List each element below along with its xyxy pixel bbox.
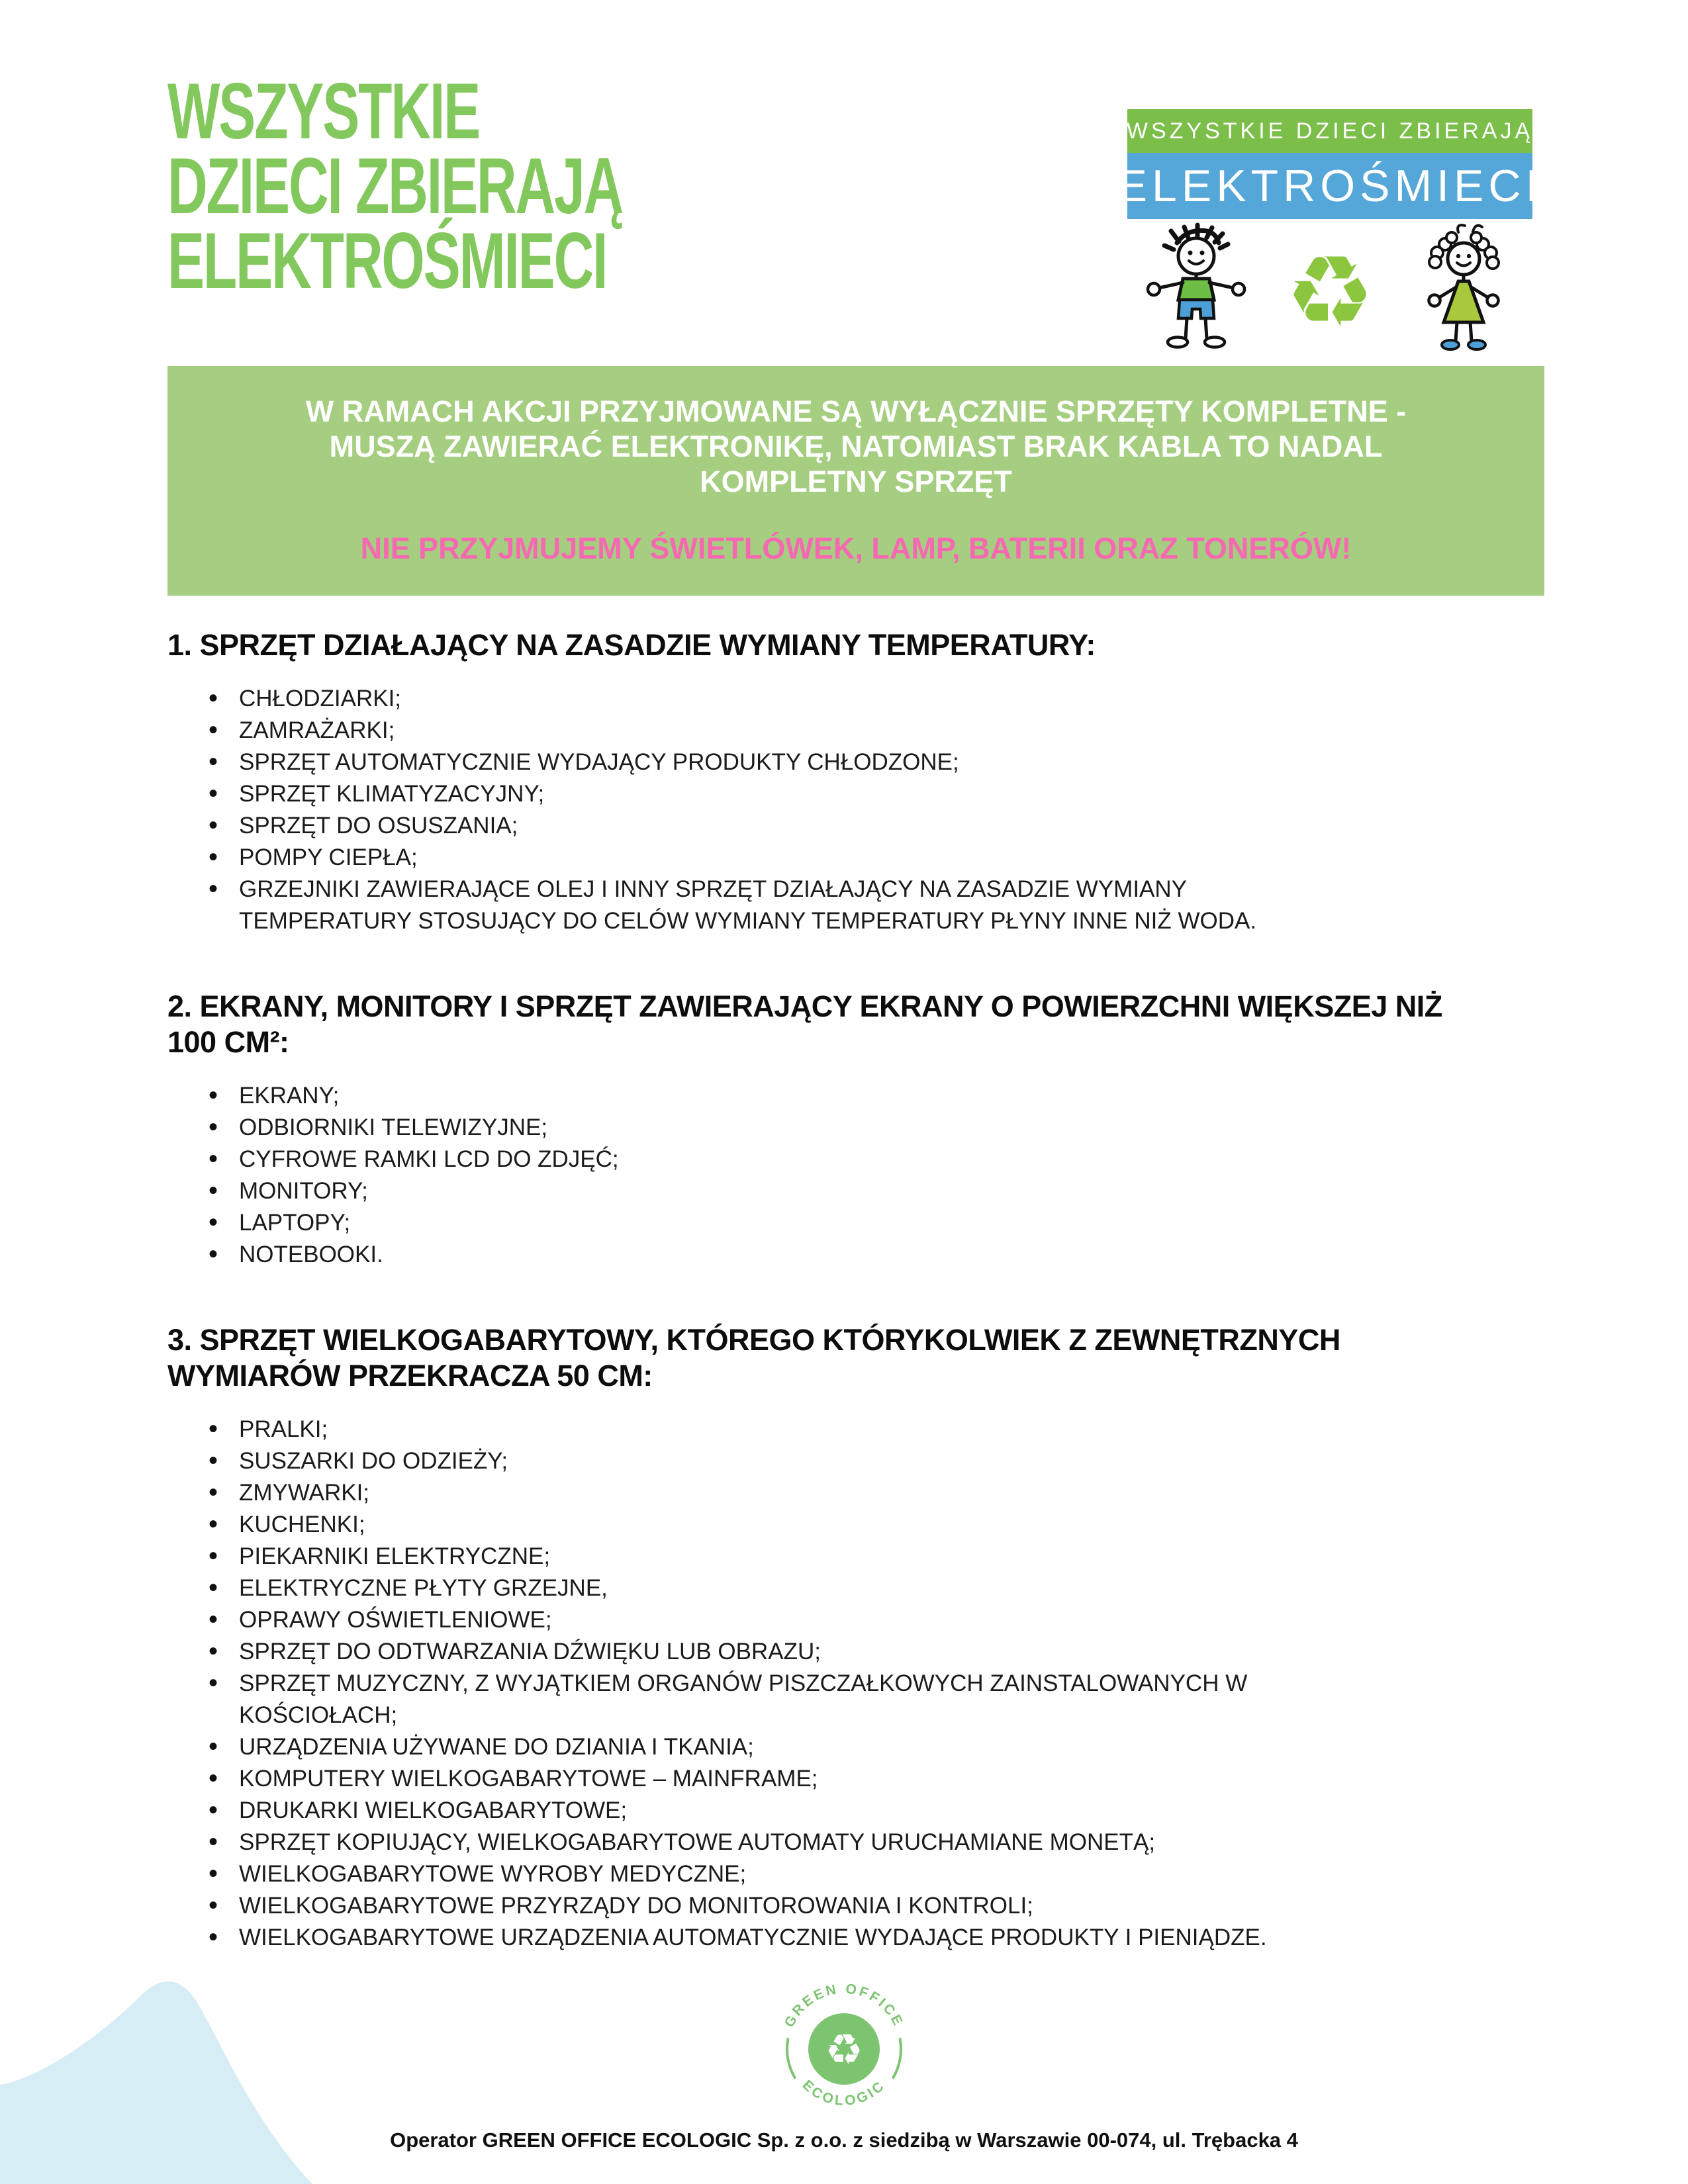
list-item: • GRZEJNIKI ZAWIERAJĄCE OLEJ I INNY SPRZĘT DZIAŁAJĄCY NA ZASADZIE WYMIANY TEMPERATURY STOSUJĄCY DO CELÓW WYMIANY TEMPERATURY PŁYNY INNE NIŻ WODA. xyxy=(209,874,1311,937)
list-item: • POMPY CIEPŁA; xyxy=(209,842,1311,874)
logo-top-label: WSZYSTKIE DZIECI ZBIERAJĄ xyxy=(1126,118,1534,144)
list-item: • CYFROWE RAMKI LCD DO ZDJĘĆ; xyxy=(209,1144,1311,1175)
bullet-list xyxy=(209,1080,1544,1271)
list-item: • PRALKI; xyxy=(209,1414,1311,1445)
list-item: • CHŁODZIARKI; xyxy=(209,683,1311,715)
campaign-logo xyxy=(1117,109,1543,354)
list-item: • URZĄDZENIA UŻYWANE DO DZIANIA I TKANIA; xyxy=(209,1731,1311,1763)
page-title-line-3: ELEKTROŚMIECI xyxy=(167,216,607,305)
page-title-line-2: DZIECI ZBIERAJĄ xyxy=(167,142,623,230)
list-item: • WIELKOGABARYTOWE PRZYRZĄDY DO MONITOROWANIA I KONTROLI; xyxy=(209,1890,1311,1922)
stamp-top-text: GREEN OFFICE xyxy=(781,1981,907,2030)
list-item: • DRUKARKI WIELKOGABARYTOWE; xyxy=(209,1795,1311,1827)
list-item: • SPRZĘT KLIMATYZACYJNY; xyxy=(209,778,1311,810)
list-item: • SPRZĘT DO ODTWARZANIA DŹWIĘKU LUB OBRAZU; xyxy=(209,1636,1311,1668)
list-item: • SPRZĘT MUZYCZNY, Z WYJĄTKIEM ORGANÓW PISZCZAŁKOWYCH ZAINSTALOWANYCH W KOŚCIOŁACH; xyxy=(209,1668,1311,1731)
recycle-icon: ♻ xyxy=(825,2026,863,2075)
stamp-bottom-text: ECOLOGIC xyxy=(799,2077,889,2109)
list-item: • WIELKOGABARYTOWE URZĄDZENIA AUTOMATYCZNIE WYDAJĄCE PRODUKTY I PIENIĄDZE. xyxy=(209,1922,1311,1954)
list-item: • SPRZĘT DO OSUSZANIA; xyxy=(209,810,1311,842)
list-item: • ODBIORNIKI TELEWIZYJNE; xyxy=(209,1112,1311,1144)
section-heading: 3. SPRZĘT WIELKOGABARYTOWY, KTÓREGO KTÓRYKOLWIEK Z ZEWNĘTRZNYCH WYMIARÓW PRZEKRACZA 50 CM: xyxy=(167,1323,1340,1392)
stamp-right-arc xyxy=(894,2039,902,2077)
list-item: • OPRAWY OŚWIETLENIOWE; xyxy=(209,1604,1311,1636)
boy-figure xyxy=(1148,225,1244,347)
page-title-line-1: WSZYSTKIE xyxy=(167,67,480,156)
section-temperature-equipment xyxy=(167,627,1544,937)
recycle-icon: ♻ xyxy=(1285,235,1375,350)
section-heading: 2. EKRANY, MONITORY I SPRZĘT ZAWIERAJĄCY EKRANY O POWIERZCHNI WIĘKSZEJ NIŻ 100 CM²: xyxy=(167,989,1442,1059)
page-title xyxy=(167,67,623,305)
list-item: • SPRZĘT KOPIUJĄCY, WIELKOGABARYTOWE AUTOMATY URUCHAMIANE MONETĄ; xyxy=(209,1827,1311,1858)
bullet-list xyxy=(209,1414,1544,1954)
header xyxy=(0,0,1688,366)
list-item: • LAPTOPY; xyxy=(209,1207,1311,1239)
logo-kids-illustration xyxy=(1127,222,1532,354)
logo-bottom-label: ELEKTROŚMIECI xyxy=(1117,161,1543,211)
list-item: • SPRZĘT AUTOMATYCZNIE WYDAJĄCY PRODUKTY CHŁODZONE; xyxy=(209,747,1311,778)
eco-stamp xyxy=(778,1978,910,2110)
wave-shape xyxy=(0,1974,312,2184)
girl-figure xyxy=(1429,225,1499,349)
banner-warning-text: NIE PRZYJMUJEMY ŚWIETLÓWEK, LAMP, BATERII ORAZ TONERÓW! xyxy=(360,531,1352,565)
list-item: • EKRANY; xyxy=(209,1080,1311,1112)
list-item: • KOMPUTERY WIELKOGABARYTOWE – MAINFRAME; xyxy=(209,1763,1311,1795)
info-banner xyxy=(167,366,1544,596)
list-item: • MONITORY; xyxy=(209,1175,1311,1207)
section-heading: 1. SPRZĘT DZIAŁAJĄCY NA ZASADZIE WYMIANY TEMPERATURY: xyxy=(167,628,1096,662)
content xyxy=(167,627,1544,1954)
list-item: • WIELKOGABARYTOWE WYROBY MEDYCZNE; xyxy=(209,1858,1311,1890)
list-item: • ZAMRAŻARKI; xyxy=(209,715,1311,747)
list-item: • ZMYWARKI; xyxy=(209,1477,1311,1509)
footer-operator-line: Operator GREEN OFFICE ECOLOGIC Sp. z o.o. z siedzibą w Warszawie 00-074, ul. Trębacka 4 xyxy=(390,2128,1298,2152)
section-large-equipment xyxy=(167,1322,1544,1954)
logo-top-bar xyxy=(1127,109,1532,153)
list-item: • PIEKARNIKI ELEKTRYCZNE; xyxy=(209,1541,1311,1572)
bullet-list xyxy=(209,683,1544,937)
section-screens xyxy=(167,989,1544,1271)
banner-main-text: W RAMACH AKCJI PRZYJMOWANE SĄ WYŁĄCZNIE SPRZĘTY KOMPLETNE - MUSZĄ ZAWIERAĆ ELEKTRONIKĘ, NATOMIAST BRAK KABLA TO NADAL KOMPLETNY SPRZĘT xyxy=(305,394,1407,498)
list-item: • NOTEBOOKI. xyxy=(209,1239,1311,1271)
list-item: • SUSZARKI DO ODZIEŻY; xyxy=(209,1445,1311,1477)
list-item: • ELEKTRYCZNE PŁYTY GRZEJNE, xyxy=(209,1572,1311,1604)
logo-bottom-bar xyxy=(1117,153,1543,219)
stamp-left-arc xyxy=(787,2039,795,2077)
list-item: • KUCHENKI; xyxy=(209,1509,1311,1541)
